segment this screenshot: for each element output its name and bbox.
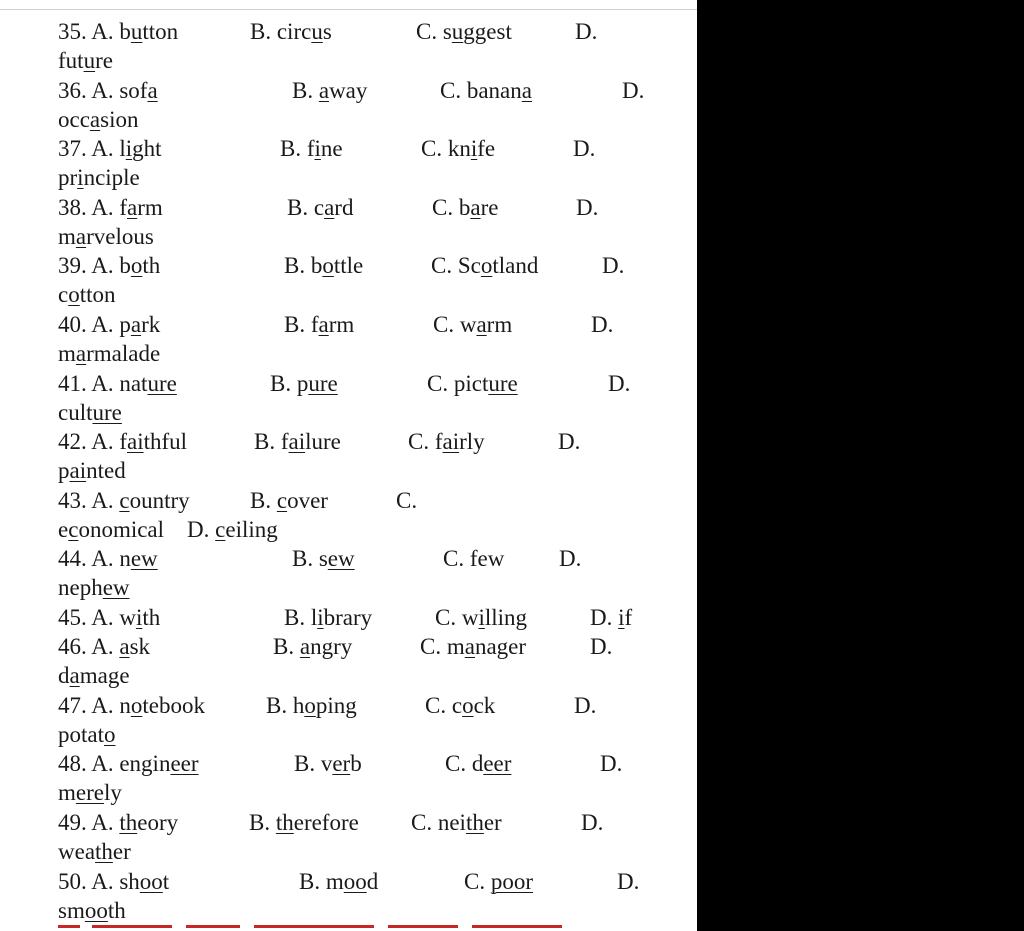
- option-text: rm: [486, 312, 513, 337]
- answer-option: [396, 488, 417, 514]
- underlined-letters: eer: [483, 751, 512, 776]
- option-text: th: [107, 898, 126, 923]
- underlined-letters: i: [135, 605, 143, 630]
- answer-option: [445, 751, 511, 777]
- answer-option: [266, 693, 357, 719]
- answer-option: [58, 751, 199, 777]
- option-text: tland: [492, 253, 539, 278]
- option-text: B.: [249, 810, 276, 835]
- option-text: lure: [305, 429, 341, 454]
- answer-option: [416, 19, 512, 45]
- underlined-letters: c: [215, 517, 226, 542]
- answer-option: [431, 253, 538, 279]
- underlined-letters: th: [95, 839, 113, 864]
- option-text: nciple: [83, 165, 140, 190]
- answer-option: [58, 19, 178, 45]
- option-text: ttle: [333, 253, 364, 278]
- underlined-letters: c: [68, 517, 79, 542]
- answer-option: [280, 136, 343, 162]
- option-d-word: [58, 722, 116, 748]
- option-text: C. w: [433, 312, 477, 337]
- answer-option: [622, 78, 644, 104]
- answer-option: [254, 429, 341, 455]
- option-text: occ: [58, 107, 90, 132]
- option-text: ne: [320, 136, 343, 161]
- underlined-letters: a: [130, 312, 142, 337]
- underlined-letters: ai: [69, 458, 87, 483]
- option-text: ght: [132, 136, 162, 161]
- answer-option: [573, 136, 595, 162]
- answer-option: [287, 195, 353, 221]
- option-text: B. c: [287, 195, 325, 220]
- question-item: [0, 488, 697, 547]
- option-text: m: [58, 780, 76, 805]
- option-text: erefore: [293, 810, 359, 835]
- option-text: C. pict: [427, 371, 489, 396]
- option-text: D.: [576, 195, 599, 220]
- underlined-letters: o: [304, 693, 316, 718]
- option-text: er: [112, 839, 131, 864]
- option-d-word: [58, 224, 154, 250]
- option-text: 39. A. b: [58, 253, 131, 278]
- option-d-word: [58, 165, 140, 191]
- option-text: C. kn: [421, 136, 471, 161]
- option-text: C. w: [435, 605, 479, 630]
- option-text: sm: [58, 898, 85, 923]
- clipped-text-fragment: [254, 925, 374, 928]
- option-text: B. l: [284, 605, 318, 630]
- option-text: rmalade: [86, 341, 161, 366]
- answer-option: [270, 371, 338, 397]
- option-text: B.: [250, 488, 277, 513]
- answer-option: [250, 488, 328, 514]
- option-text: rd: [334, 195, 354, 220]
- underlined-letters: ure: [308, 371, 338, 396]
- answer-option: [590, 634, 612, 660]
- underlined-letters: i: [125, 136, 133, 161]
- underlined-letters: a: [299, 634, 311, 659]
- underlined-letters: a: [318, 312, 329, 337]
- underlined-letters: ew: [102, 575, 130, 600]
- underlined-letters: u: [311, 19, 323, 44]
- option-text: D.: [574, 693, 597, 718]
- answer-option: [58, 488, 190, 514]
- option-d-word: [58, 458, 126, 484]
- underlined-letters: a: [89, 107, 101, 132]
- option-text: rk: [141, 312, 161, 337]
- option-text: B. h: [266, 693, 305, 718]
- underlined-letters: a: [69, 663, 80, 688]
- option-text: re: [95, 48, 113, 73]
- answer-option: [292, 78, 367, 104]
- option-text: ly: [103, 780, 122, 805]
- option-text: 44. A. n: [58, 546, 131, 571]
- answer-option: [558, 429, 580, 455]
- option-text: C. c: [425, 693, 463, 718]
- option-text: D.: [622, 78, 645, 103]
- question-item: [0, 78, 697, 137]
- option-text: wea: [58, 839, 96, 864]
- answer-option: [427, 371, 518, 397]
- option-text: B.: [292, 78, 319, 103]
- option-text: b: [350, 751, 362, 776]
- option-text: thful: [143, 429, 188, 454]
- underlined-letters: i: [478, 605, 485, 630]
- underlined-letters: oo: [84, 898, 108, 923]
- underlined-letters: c: [119, 488, 130, 513]
- question-item: [0, 869, 697, 928]
- answer-option: [58, 371, 177, 397]
- answer-option: [421, 136, 495, 162]
- underlined-letters: a: [119, 634, 130, 659]
- question-item: [0, 136, 697, 195]
- option-text: rm: [137, 195, 163, 220]
- answer-option: [464, 869, 533, 895]
- answer-option: [58, 810, 178, 836]
- underlined-letters: ai: [127, 429, 144, 454]
- option-d-word: [58, 839, 131, 865]
- option-text: D.: [590, 605, 619, 630]
- underlined-letters: ai: [442, 429, 460, 454]
- option-text: c: [58, 282, 69, 307]
- option-text: eiling: [225, 517, 278, 542]
- option-text: C. s: [416, 19, 452, 44]
- answer-option: [249, 810, 359, 836]
- option-text: D.: [617, 869, 640, 894]
- option-text: B. f: [254, 429, 289, 454]
- answer-option: [574, 693, 596, 719]
- question-item: [0, 253, 697, 312]
- underlined-letters: a: [464, 634, 475, 659]
- option-text: m: [58, 224, 76, 249]
- clipped-text-fragment: [186, 925, 240, 928]
- question-item: [0, 371, 697, 430]
- underlined-letters: o: [462, 693, 474, 718]
- underlined-letters: ure: [92, 400, 122, 425]
- underlined-letters: ai: [288, 429, 306, 454]
- option-d-word: [58, 341, 160, 367]
- option-d-word: [58, 780, 122, 806]
- answer-option: [602, 253, 624, 279]
- underlined-letters: ew: [130, 546, 158, 571]
- option-text: 37. A. l: [58, 136, 126, 161]
- option-text: D.: [575, 19, 598, 44]
- underlined-letters: ure: [488, 371, 518, 396]
- option-text: 49. A.: [58, 810, 120, 835]
- underlined-letters: a: [127, 195, 138, 220]
- option-text: B. m: [299, 869, 344, 894]
- option-text: C. nei: [411, 810, 466, 835]
- question-item: [0, 19, 697, 78]
- option-text: 42. A. f: [58, 429, 127, 454]
- option-text: 48. A. engin: [58, 751, 171, 776]
- question-item: [0, 810, 697, 869]
- question-item: [0, 312, 697, 371]
- option-text: D.: [600, 751, 623, 776]
- underlined-letters: i: [618, 605, 625, 630]
- answer-option: [284, 605, 372, 631]
- option-text: D.: [590, 634, 613, 659]
- underlined-letters: c: [276, 488, 288, 513]
- answer-option: [590, 605, 632, 631]
- option-text: rm: [328, 312, 355, 337]
- option-d-word: [58, 282, 116, 308]
- answer-option: [581, 810, 603, 836]
- underlined-letters: o: [68, 282, 80, 307]
- answer-option: [299, 869, 378, 895]
- answer-option: [58, 869, 169, 895]
- option-text: 35. A. b: [58, 19, 131, 44]
- option-text: C. b: [432, 195, 471, 220]
- answer-option: [58, 546, 158, 572]
- option-d-word: [58, 663, 130, 689]
- option-text: d: [58, 663, 70, 688]
- answer-option: [608, 371, 630, 397]
- underlined-letters: o: [130, 693, 143, 718]
- underlined-letters: a: [324, 195, 335, 220]
- clipped-text-fragment: [58, 925, 80, 928]
- answer-option: [443, 546, 504, 572]
- underlined-letters: i: [317, 605, 324, 630]
- question-item: [0, 693, 697, 752]
- answer-option: [58, 429, 187, 455]
- answer-option: [292, 546, 355, 572]
- option-text: C.: [464, 869, 491, 894]
- option-text: 50. A. sh: [58, 869, 140, 894]
- option-text: m: [58, 341, 76, 366]
- answer-option: [435, 605, 527, 631]
- option-text: C. d: [445, 751, 484, 776]
- option-text: ngry: [310, 634, 353, 659]
- answer-option: [420, 634, 526, 660]
- option-text: sion: [100, 107, 139, 132]
- underlined-letters: i: [77, 165, 84, 190]
- option-text: th: [142, 253, 161, 278]
- option-text: er: [483, 810, 502, 835]
- underlined-letters: eer: [170, 751, 199, 776]
- option-text: lling: [484, 605, 528, 630]
- option-text: ountry: [129, 488, 190, 513]
- option-text: sk: [129, 634, 151, 659]
- option-text: t: [162, 869, 170, 894]
- option-text: C. f: [408, 429, 443, 454]
- option-text: re: [480, 195, 499, 220]
- answer-option: [432, 195, 498, 221]
- answer-option: [411, 810, 502, 836]
- option-text: B. s: [292, 546, 328, 571]
- option-text: neph: [58, 575, 103, 600]
- option-text: B. f: [284, 312, 319, 337]
- option-text: 41. A. nat: [58, 371, 148, 396]
- answer-option: [58, 605, 160, 631]
- answer-option: [58, 136, 162, 162]
- option-text: tton: [79, 282, 116, 307]
- underlined-letters: u: [130, 19, 143, 44]
- option-text: C. Sc: [431, 253, 481, 278]
- underlined-letters: o: [322, 253, 334, 278]
- answer-option: [58, 693, 205, 719]
- option-d-word: [58, 575, 130, 601]
- option-text: D.: [608, 371, 631, 396]
- answer-option: [617, 869, 639, 895]
- option-text: B. f: [280, 136, 315, 161]
- underlined-letters: a: [470, 195, 481, 220]
- underlined-letters: a: [147, 78, 158, 103]
- option-text: rly: [459, 429, 485, 454]
- option-text: over: [287, 488, 328, 513]
- underlined-letters: oo: [139, 869, 163, 894]
- answer-option: [58, 195, 163, 221]
- option-text: D.: [559, 546, 582, 571]
- option-text: nted: [86, 458, 126, 483]
- answer-option: [294, 751, 362, 777]
- option-text: eory: [137, 810, 179, 835]
- option-text: rvelous: [86, 224, 154, 249]
- option-text: fut: [58, 48, 84, 73]
- answer-option: [600, 751, 622, 777]
- answer-option: [250, 19, 332, 45]
- underlined-letters: o: [480, 253, 493, 278]
- underlined-letters: th: [465, 810, 484, 835]
- option-d-word: [58, 400, 122, 426]
- option-text: potat: [58, 722, 104, 747]
- option-text: C. m: [420, 634, 465, 659]
- option-text: B. p: [270, 371, 309, 396]
- option-text: B. circ: [250, 19, 312, 44]
- option-text: ggest: [463, 19, 512, 44]
- answer-option: [58, 78, 158, 104]
- underlined-letters: a: [318, 78, 330, 103]
- page-top-border: [0, 9, 697, 10]
- clipped-text-fragment: [472, 925, 562, 928]
- option-text: 46. A.: [58, 634, 120, 659]
- option-text: s: [322, 19, 332, 44]
- answer-option: [408, 429, 485, 455]
- option-d-word: [58, 48, 113, 74]
- underlined-letters: u: [451, 19, 464, 44]
- option-text: f: [624, 605, 633, 630]
- answer-option: [284, 253, 363, 279]
- option-text: nager: [474, 634, 527, 659]
- option-text: D.: [591, 312, 614, 337]
- answer-option: [58, 634, 150, 660]
- answer-option: [576, 195, 598, 221]
- question-item: [0, 429, 697, 488]
- answer-option: [440, 78, 532, 104]
- underlined-letters: oo: [343, 869, 367, 894]
- underlined-letters: ew: [327, 546, 355, 571]
- underlined-letters: th: [275, 810, 294, 835]
- option-text: ping: [315, 693, 357, 718]
- option-text: tton: [142, 19, 179, 44]
- option-text: brary: [323, 605, 373, 630]
- underlined-letters: i: [470, 136, 478, 161]
- question-item: [0, 751, 697, 810]
- option-text: way: [329, 78, 368, 103]
- underlined-letters: th: [119, 810, 138, 835]
- question-item: [0, 546, 697, 605]
- underlined-letters: u: [83, 48, 96, 73]
- option-text: D.: [558, 429, 581, 454]
- question-item: [0, 195, 697, 254]
- answer-option: [58, 253, 160, 279]
- option-d-word: [58, 898, 126, 924]
- option-text: 47. A. n: [58, 693, 131, 718]
- clipped-text-fragment: [92, 925, 172, 928]
- option-text: d: [366, 869, 379, 894]
- option-text: C. few: [443, 546, 505, 571]
- option-text: 45. A. w: [58, 605, 136, 630]
- question-item: [0, 634, 697, 693]
- answer-option: [575, 19, 597, 45]
- underlined-letters: a: [521, 78, 532, 103]
- option-text: C. banan: [440, 78, 522, 103]
- option-text: tebook: [142, 693, 205, 718]
- option-text: D.: [573, 136, 596, 161]
- option-text: cult: [58, 400, 93, 425]
- answer-option: [433, 312, 512, 338]
- option-text: onomical D.: [78, 517, 216, 542]
- option-text: e: [58, 517, 69, 542]
- option-text: D.: [602, 253, 625, 278]
- answer-option: [591, 312, 613, 338]
- option-text: D.: [581, 810, 604, 835]
- answer-option: [559, 546, 581, 572]
- clipped-text-fragment: [388, 925, 458, 928]
- underlined-letters: i: [314, 136, 321, 161]
- underlined-letters: a: [75, 341, 87, 366]
- answer-option: [58, 312, 160, 338]
- option-text: th: [142, 605, 161, 630]
- option-text: pr: [58, 165, 78, 190]
- underlined-letters: er: [332, 751, 351, 776]
- option-text: B. v: [294, 751, 333, 776]
- option-d-word: [58, 517, 278, 543]
- underlined-letters: o: [104, 722, 116, 747]
- option-text: B. b: [284, 253, 323, 278]
- option-text: mage: [79, 663, 130, 688]
- option-text: C.: [396, 488, 418, 513]
- option-text: p: [58, 458, 70, 483]
- option-text: 38. A. f: [58, 195, 127, 220]
- option-text: 36. A. sof: [58, 78, 148, 103]
- underlined-letters: a: [75, 224, 87, 249]
- clipped-next-section-heading: [58, 925, 618, 931]
- option-d-word: [58, 107, 138, 133]
- answer-option: [273, 634, 352, 660]
- answer-option: [425, 693, 495, 719]
- option-text: B.: [273, 634, 300, 659]
- option-text: 43. A.: [58, 488, 120, 513]
- option-text: ck: [473, 693, 496, 718]
- underlined-letters: poor: [490, 869, 534, 894]
- underlined-letters: o: [130, 253, 143, 278]
- underlined-letters: ere: [75, 780, 104, 805]
- underlined-letters: ure: [147, 371, 177, 396]
- underlined-letters: a: [476, 312, 487, 337]
- option-text: 40. A. p: [58, 312, 131, 337]
- answer-option: [284, 312, 354, 338]
- option-text: fe: [477, 136, 496, 161]
